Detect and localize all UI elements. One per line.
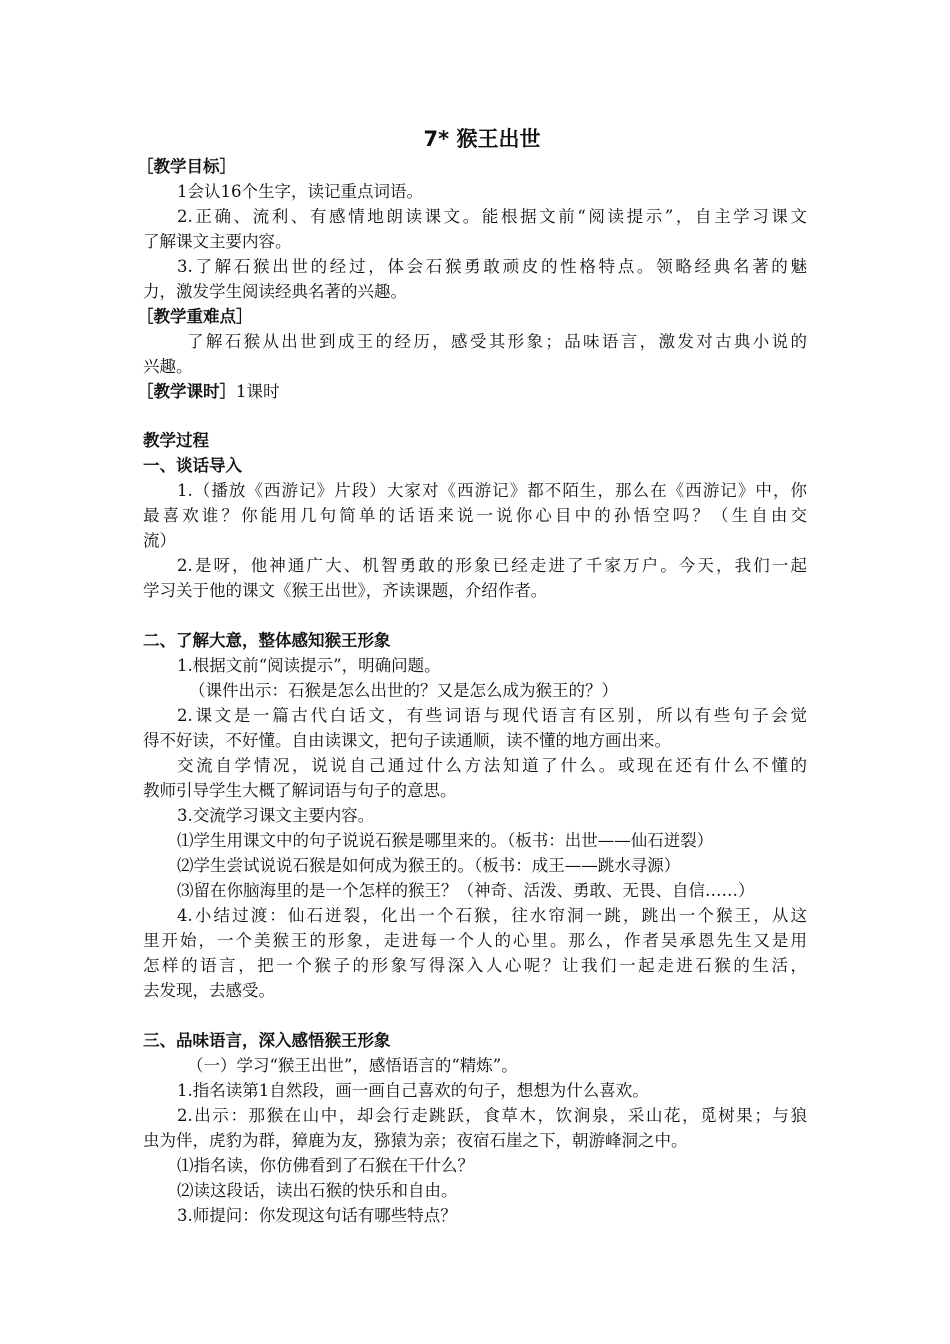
section2-text: 得不好读，不好懂。自由读课文，把句子读通顺，读不懂的地方画出来。 (143, 731, 671, 750)
difficulty-text: 兴趣。 (143, 357, 193, 376)
objective-item: 力，激发学生阅读经典名著的兴趣。 (143, 282, 407, 301)
process-heading: 教学过程 (143, 431, 209, 450)
section3-text: ⑵读这段话，读出石猴的快乐和自由。 (177, 1181, 458, 1200)
section1-text: 2.是呀，他神通广大、机智勇敢的形象已经走进了千家万户。今天，我们一起 (177, 556, 807, 575)
section2-text: 怎样的语言，把一个猴子的形象写得深入人心呢？让我们一起走进石猴的生活， (143, 956, 807, 975)
section3-heading: 三、品味语言，深入感悟猴王形象 (143, 1031, 391, 1050)
section2-text: 去发现，去感受。 (143, 981, 275, 1000)
section2-text: 4.小结过渡：仙石迸裂，化出一个石猴，往水帘洞一跳，跳出一个猴王，从这 (177, 906, 807, 925)
section3-text: （一）学习“猴王出世”，感悟语言的“精炼”。 (187, 1056, 518, 1075)
hours-line (137, 379, 807, 404)
section2-text: ⑵学生尝试说说石猴是如何成为猴王的。（板书：成王——跳水寻源） (177, 856, 681, 875)
document-title: 7* 猴王出世 (423, 127, 541, 151)
section2-text: （课件出示：石猴是怎么出世的？又是怎么成为猴王的？） (189, 681, 618, 700)
section2-text: 2.课文是一篇古代白话文，有些词语与现代语言有区别，所以有些句子会觉 (177, 706, 807, 725)
section2-heading: 二、了解大意，整体感知猴王形象 (143, 631, 391, 650)
objective-item: 3.了解石猴出世的经过，体会石猴勇敢顽皮的性格特点。领略经典名著的魅 (177, 257, 807, 276)
objective-item: 1会认16个生字，读记重点词语。 (177, 182, 423, 201)
section1-text: 流） (143, 531, 176, 550)
section3-text: 2.出示：那猴在山中，却会行走跳跃，食草木，饮涧泉，采山花，觅树果；与狼 (177, 1106, 807, 1125)
section1-text: 最喜欢谁？你能用几句简单的话语来说一说你心目中的孙悟空吗？（生自由交 (143, 506, 807, 525)
objectives-heading: ［教学目标］ (137, 157, 236, 176)
section1-heading: 一、谈话导入 (143, 456, 242, 475)
section2-text: 3.交流学习课文主要内容。 (177, 806, 375, 825)
section1-text: 学习关于他的课文《猴王出世》，齐读课题，介绍作者。 (143, 581, 548, 600)
section2-text: 教师引导学生大概了解词语与句子的意思。 (143, 781, 457, 800)
hours-heading: ［教学课时］ (137, 382, 236, 401)
section2-text: ⑶留在你脑海里的是一个怎样的猴王？（神奇、活泼、勇敢、无畏、自信……） (177, 881, 755, 900)
section3-text: 虫为伴，虎豹为群，獐鹿为友，猕猿为亲；夜宿石崖之下，朝游峰洞之中。 (143, 1131, 688, 1150)
section2-text: 里开始，一个美猴王的形象，走进每一个人的心里。那么，作者吴承恩先生又是用 (143, 931, 807, 950)
hours-value: 1课时 (236, 382, 280, 401)
section2-text: ⑴学生用课文中的句子说说石猴是哪里来的。（板书：出世——仙石迸裂） (177, 831, 714, 850)
section1-text: 1.（播放《西游记》片段）大家对《西游记》都不陌生，那么在《西游记》中，你 (177, 481, 807, 500)
difficulty-heading: ［教学重难点］ (137, 307, 253, 326)
objective-item: 了解课文主要内容。 (143, 232, 292, 251)
difficulty-text: 了解石猴从出世到成王的经历，感受其形象；品味语言，激发对古典小说的 (187, 332, 807, 351)
section3-text: ⑴指名读，你仿佛看到了石猴在干什么？ (177, 1156, 474, 1175)
section3-text: 1.指名读第1自然段，画一画自己喜欢的句子，想想为什么喜欢。 (177, 1081, 649, 1100)
section2-text: 1.根据文前“阅读提示”，明确问题。 (177, 656, 441, 675)
objective-item: 2.正确、流利、有感情地朗读课文。能根据文前“阅读提示”，自主学习课文 (177, 207, 807, 226)
section3-text: 3.师提问：你发现这句话有哪些特点？ (177, 1206, 457, 1225)
section2-text: 交流自学情况，说说自己通过什么方法知道了什么。或现在还有什么不懂的 (177, 756, 807, 775)
